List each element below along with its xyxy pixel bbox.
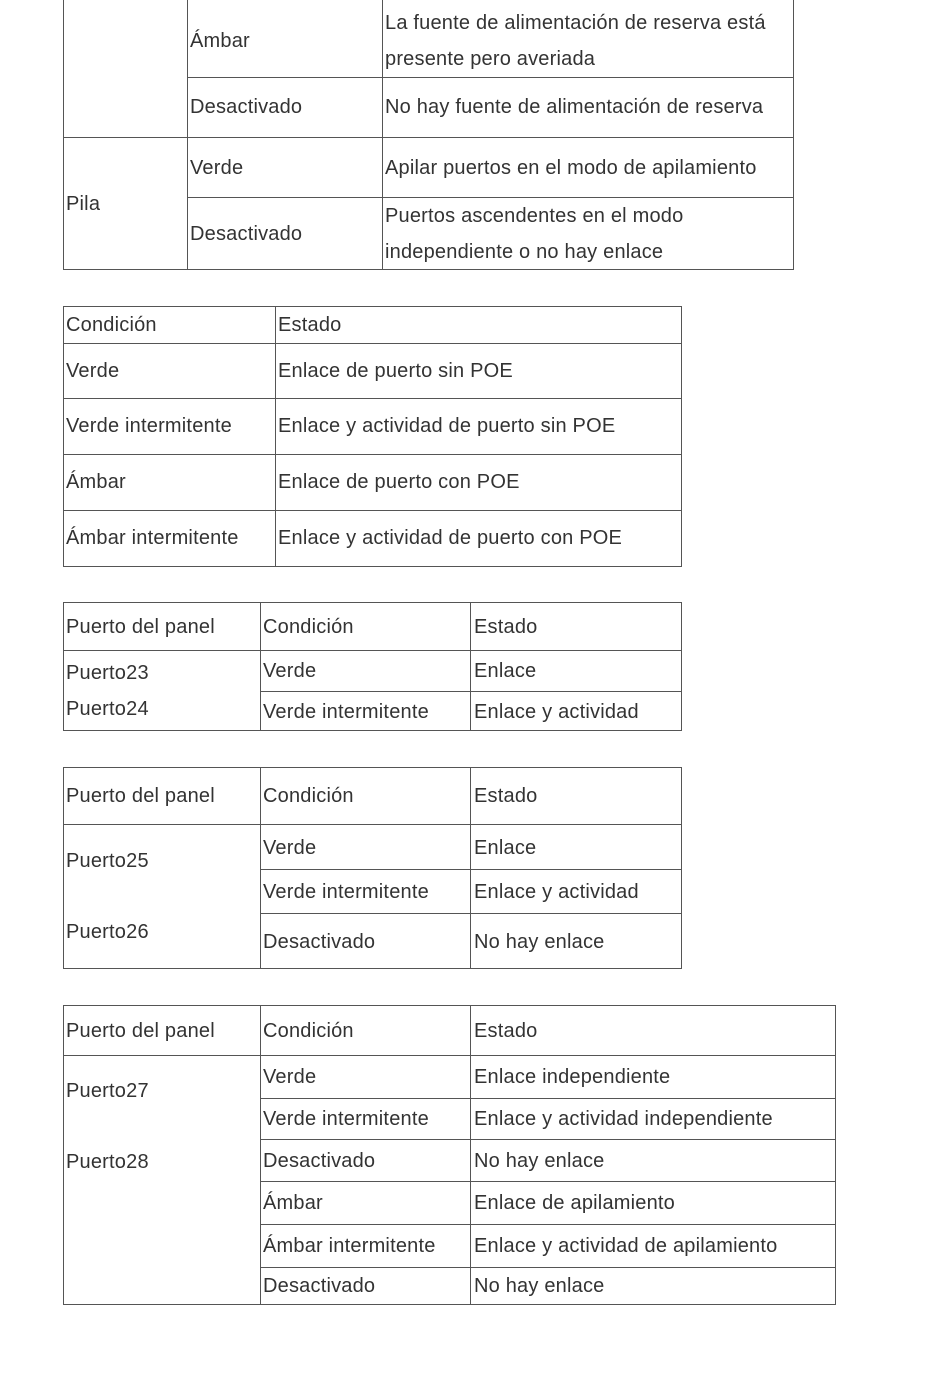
condition-cell: Desactivado	[263, 1150, 376, 1172]
status-cell: Enlace de puerto con POE	[278, 471, 520, 493]
condition-cell: Verde intermitente	[263, 1108, 429, 1130]
condition-cell: Verde intermitente	[66, 415, 232, 437]
port-label: Puerto25	[66, 850, 149, 872]
status-cell-line: Puertos ascendentes en el modo	[385, 205, 684, 227]
status-cell: Enlace	[474, 837, 537, 859]
condition-cell: Verde	[66, 360, 120, 382]
column-header: Estado	[278, 314, 342, 336]
status-cell: Enlace y actividad de apilamiento	[474, 1235, 778, 1257]
port-label: Puerto24	[66, 698, 149, 720]
column-header: Puerto del panel	[66, 785, 215, 807]
status-cell-line: La fuente de alimentación de reserva está	[385, 12, 766, 34]
condition-cell: Ámbar	[190, 30, 250, 52]
condition-cell: Verde	[263, 837, 317, 859]
status-cell-line: independiente o no hay enlace	[385, 241, 664, 263]
column-header: Estado	[474, 785, 538, 807]
port-label: Puerto23	[66, 662, 149, 684]
port-label: Puerto27	[66, 1080, 149, 1102]
column-header: Condición	[66, 314, 157, 336]
group-label-pila: Pila	[66, 193, 101, 215]
status-cell: Enlace y actividad	[474, 701, 639, 723]
condition-cell: Verde intermitente	[263, 701, 429, 723]
status-cell: Enlace y actividad de puerto con POE	[278, 527, 623, 549]
port-label: Puerto26	[66, 921, 149, 943]
condition-cell: Desactivado	[190, 223, 303, 245]
status-cell: No hay enlace	[474, 1275, 605, 1297]
column-header: Condición	[263, 616, 354, 638]
column-header: Estado	[474, 1020, 538, 1042]
condition-cell: Verde	[263, 1066, 317, 1088]
status-cell: Enlace y actividad independiente	[474, 1108, 773, 1130]
column-header: Puerto del panel	[66, 1020, 215, 1042]
port-label: Puerto28	[66, 1151, 149, 1173]
status-cell: No hay enlace	[474, 931, 605, 953]
column-header: Condición	[263, 1020, 354, 1042]
status-cell-line: presente pero averiada	[385, 48, 596, 70]
condition-cell: Desactivado	[263, 931, 376, 953]
condition-cell: Ámbar	[263, 1192, 323, 1214]
condition-cell: Ámbar intermitente	[66, 527, 239, 549]
status-cell: Enlace y actividad	[474, 881, 639, 903]
status-cell: Enlace independiente	[474, 1066, 671, 1088]
condition-cell: Verde intermitente	[263, 881, 429, 903]
condition-cell: Ámbar intermitente	[263, 1235, 436, 1257]
condition-cell: Desactivado	[263, 1275, 376, 1297]
status-cell: Enlace de puerto sin POE	[278, 360, 513, 382]
column-header: Puerto del panel	[66, 616, 215, 638]
status-cell: No hay fuente de alimentación de reserva	[385, 96, 764, 118]
condition-cell: Verde	[263, 660, 317, 682]
status-cell: Enlace y actividad de puerto sin POE	[278, 415, 616, 437]
column-header: Condición	[263, 785, 354, 807]
condition-cell: Verde	[190, 157, 244, 179]
status-cell: Enlace de apilamiento	[474, 1192, 675, 1214]
status-cell: Enlace	[474, 660, 537, 682]
condition-cell: Desactivado	[190, 96, 303, 118]
column-header: Estado	[474, 616, 538, 638]
condition-cell: Ámbar	[66, 471, 126, 493]
status-cell: No hay enlace	[474, 1150, 605, 1172]
status-cell: Apilar puertos en el modo de apilamiento	[385, 157, 757, 179]
